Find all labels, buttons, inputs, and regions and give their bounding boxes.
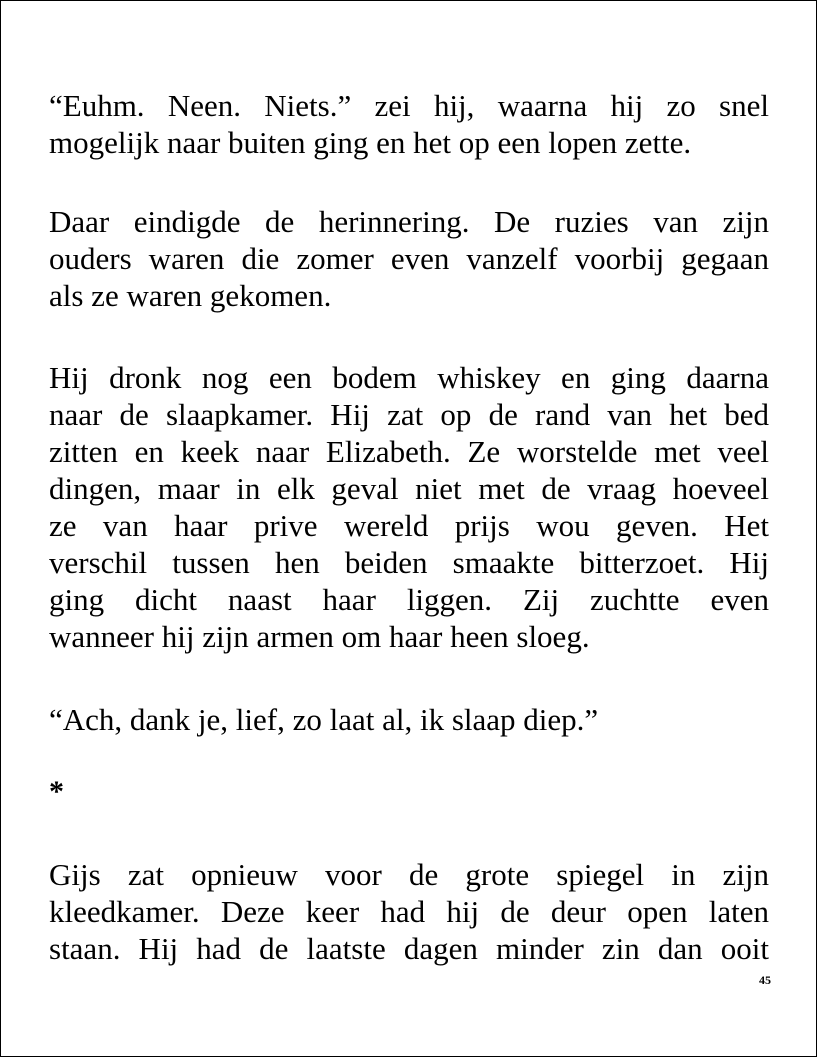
paragraph-line: mogelijk naar buiten ging en het op een lopen zette. [49,125,692,160]
paragraph-line: ze van haar prive wereld prijs wou geven. Het [49,508,769,543]
paragraph-2 [49,203,769,314]
paragraph-1 [49,87,769,161]
paragraph-line: ging dicht naast haar liggen. Zij zuchtte even [49,582,769,617]
paragraph-line: Gijs zat opnieuw voor de grote spiegel in zijn [49,857,769,892]
paragraph-line: wanneer hij zijn armen om haar heen sloeg. [49,619,590,654]
paragraph-line: als ze waren gekomen. [49,278,332,313]
paragraph-line: verschil tussen hen beiden smaakte bitterzoet. Hij [49,545,769,580]
paragraph-5 [49,856,769,967]
paragraph-line: “Euhm. Neen. Niets.” zei hij, waarna hij zo snel [49,88,769,123]
paragraph-line: Hij dronk nog een bodem whiskey en ging daarna [49,360,769,395]
paragraph-line: ouders waren die zomer even vanzelf voorbij gegaan [49,241,769,276]
page-number: 45 [759,973,771,987]
paragraph-line: naar de slaapkamer. Hij zat op de rand van het bed [49,397,769,432]
paragraph-3 [49,359,769,655]
paragraph-line: staan. Hij had de laatste dagen minder zin dan ooit [49,931,769,966]
paragraph-line: dingen, maar in elk geval niet met de vraag hoeveel [49,471,769,506]
paragraph-line: “Ach, dank je, lief, zo laat al, ik slaap diep.” [49,702,599,737]
scene-break-asterisk: * [49,775,64,808]
paragraph-line: zitten en keek naar Elizabeth. Ze worstelde met veel [49,434,769,469]
paragraph-line: kleedkamer. Deze keer had hij de deur open laten [49,894,769,929]
paragraph-4 [49,701,769,738]
paragraph-line: Daar eindigde de herinnering. De ruzies van zijn [49,204,769,239]
